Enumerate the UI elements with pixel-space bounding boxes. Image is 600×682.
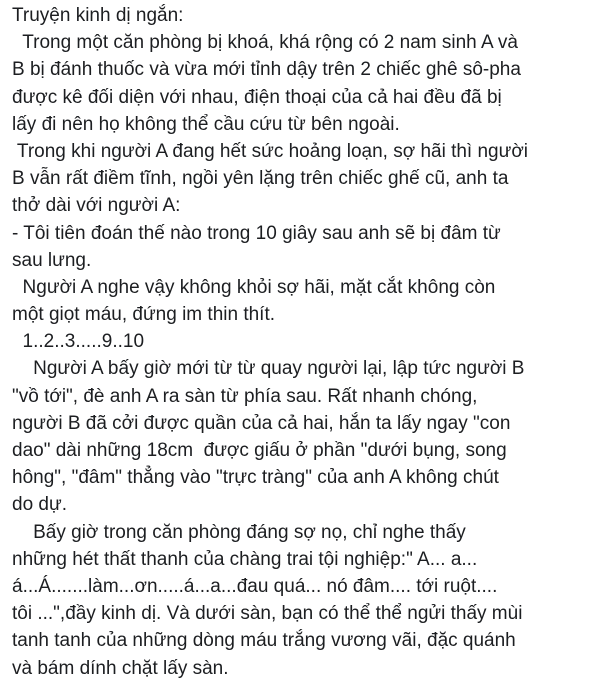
post-line: Người A bấy giờ mới từ từ quay người lại, lập tức người B (12, 358, 525, 380)
post-line-title: Truyện kinh dị ngắn: (12, 5, 184, 26)
post-line: B bị đánh thuốc và vừa mới tỉnh dậy trên 2 chiếc ghê sô-pha (12, 59, 521, 81)
post-line: á...Á.......làm...ơn.....á...a...đau quá... nó đâm.... tới ruột.... (12, 575, 498, 597)
post-line: B vẫn rất điềm tĩnh, ngồi yên lặng trên chiếc ghế cũ, anh ta (12, 168, 509, 190)
post-line: tanh tanh của những dòng máu trắng vương vãi, đặc quánh (12, 630, 516, 652)
post-line: Người A nghe vậy không khỏi sợ hãi, mặt cắt không còn (12, 276, 496, 298)
post-line: Trong khi người A đang hết sức hoảng loạn, sợ hãi thì người (12, 140, 529, 162)
post-line-countdown: 1..2..3.....9..10 (12, 331, 145, 353)
post-line: Trong một căn phòng bị khoá, khá rộng có 2 nam sinh A và (12, 32, 518, 54)
post-line: lấy đi nên họ không thể cầu cứu từ bên ngoài. (12, 113, 400, 135)
post-line: và bám dính chặt lấy sàn. (12, 657, 229, 679)
post-line: thở dài với người A: (12, 195, 181, 217)
post-line: - Tôi tiên đoán thế nào trong 10 giây sau anh sẽ bị đâm từ (12, 222, 501, 244)
post-line: dao" dài những 18cm được giấu ở phần "dưới bụng, song (12, 440, 507, 461)
post-line: sau lưng. (12, 249, 92, 271)
post-line: người B đã cởi được quần của cả hai, hắn ta lấy ngay "con (12, 412, 511, 434)
post-line: hông", "đâm" thẳng vào "trực tràng" của anh A không chút (12, 467, 499, 489)
post-line: "vồ tới", đè anh A ra sàn từ phía sau. Rất nhanh chóng, (12, 385, 478, 407)
post-line: được kê đối diện với nhau, điện thoại của cả hai đều đã bị (12, 86, 502, 108)
post-line: những hét thất thanh của chàng trai tội nghiệp:" A... a... (12, 548, 478, 570)
post-line: tôi ...",đầy kinh dị. Và dưới sàn, bạn có thể thể ngửi thấy mùi (12, 603, 523, 625)
post-line: Bấy giờ trong căn phòng đáng sợ nọ, chỉ nghe thấy (12, 521, 466, 543)
post-line: một giọt máu, đứng im thin thít. (12, 304, 276, 326)
post-line: do dự. (12, 494, 67, 516)
